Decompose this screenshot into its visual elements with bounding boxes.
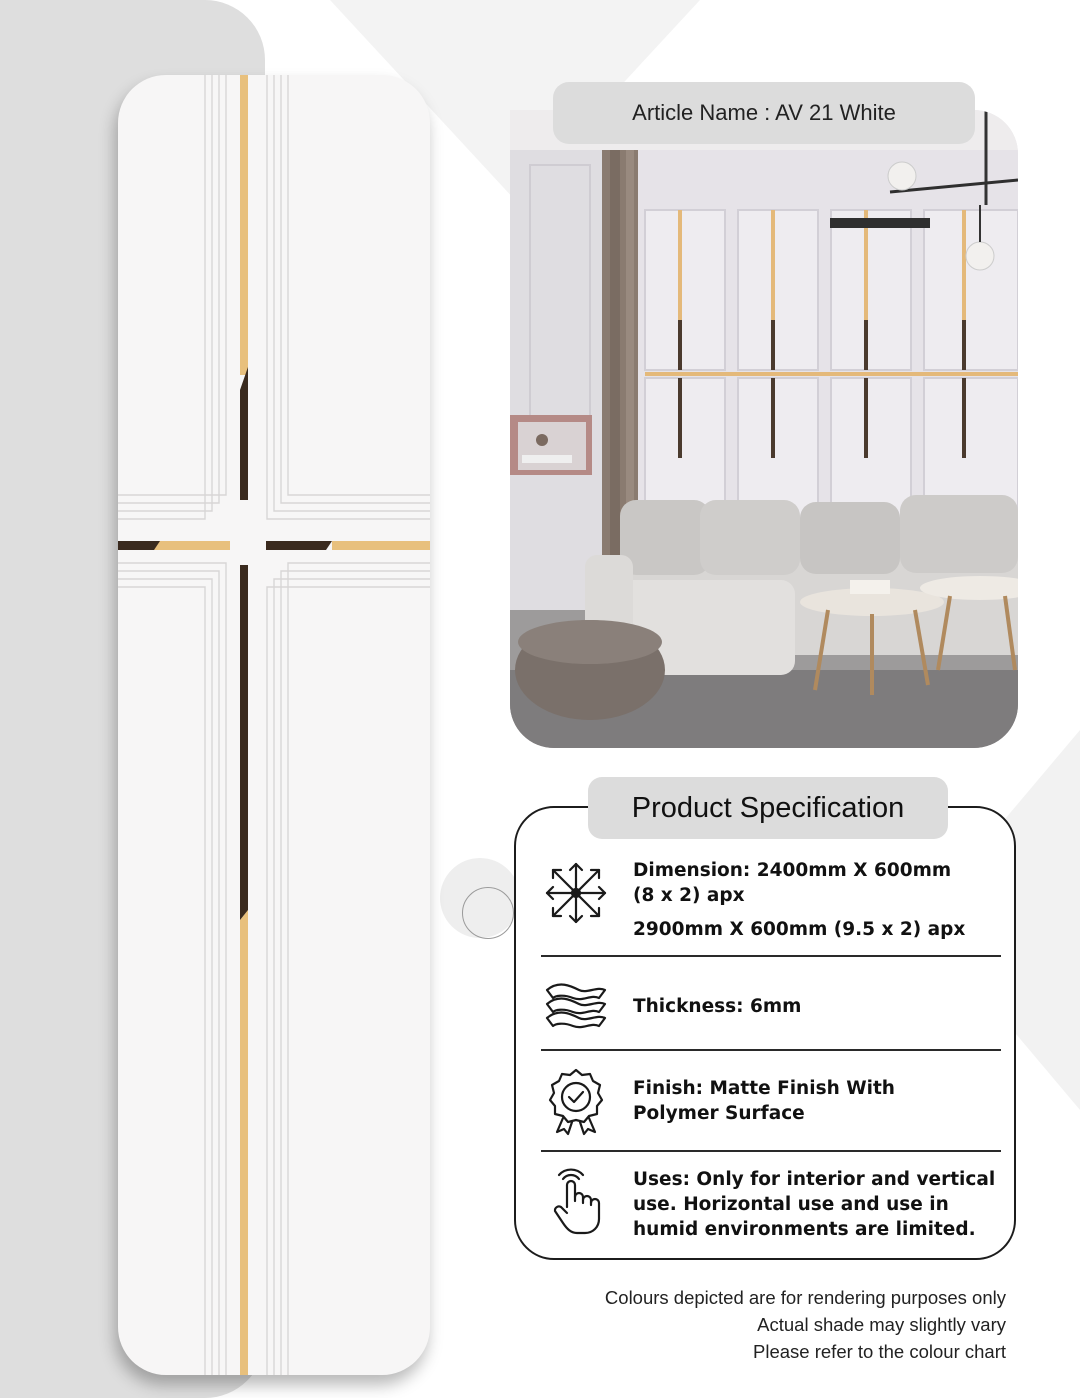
dimension-line-1: Dimension: 2400mm X 600mm [633,860,952,881]
spec-row-uses [541,1167,1001,1242]
finish-line-2: Polymer Surface [633,1103,805,1124]
finish-line-1: Finish: Matte Finish With [633,1078,895,1099]
spec-divider-2 [541,1049,1001,1051]
thickness-line-1: Thickness: 6mm [633,996,802,1017]
arrows-expand-icon [541,858,611,928]
disclaimer-line-1: Colours depicted are for rendering purposes only [604,1287,1006,1308]
touch-hand-icon [541,1167,611,1237]
spec-divider-3 [541,1150,1001,1152]
article-name-label: Article Name : AV 21 White [632,100,896,125]
article-name-tab [553,82,975,144]
background-circle-ring [462,887,514,939]
disclaimer-line-2: Actual shade may slightly vary [757,1314,1006,1335]
spec-row-dimension [541,858,1001,942]
disclaimer-line-3: Please refer to the colour chart [753,1341,1006,1362]
uses-line-2: use. Horizontal use and use in [633,1194,949,1215]
dimension-line-3: 2900mm X 600mm (9.5 x 2) apx [633,919,966,940]
quality-badge-icon [541,1066,611,1136]
room-photo [510,110,1018,748]
spec-row-finish [541,1066,1001,1136]
layers-icon [541,972,611,1042]
product-panel-image [118,75,430,1375]
uses-line-3: humid environments are limited. [633,1219,976,1240]
spec-row-thickness [541,972,1001,1042]
disclaimer [605,1284,1006,1365]
uses-line-1: Uses: Only for interior and vertical [633,1169,996,1190]
specification-title: Product Specification [631,791,905,824]
spec-divider-1 [541,955,1001,957]
specification-title-tab [588,777,948,839]
dimension-line-2: (8 x 2) apx [633,885,745,906]
